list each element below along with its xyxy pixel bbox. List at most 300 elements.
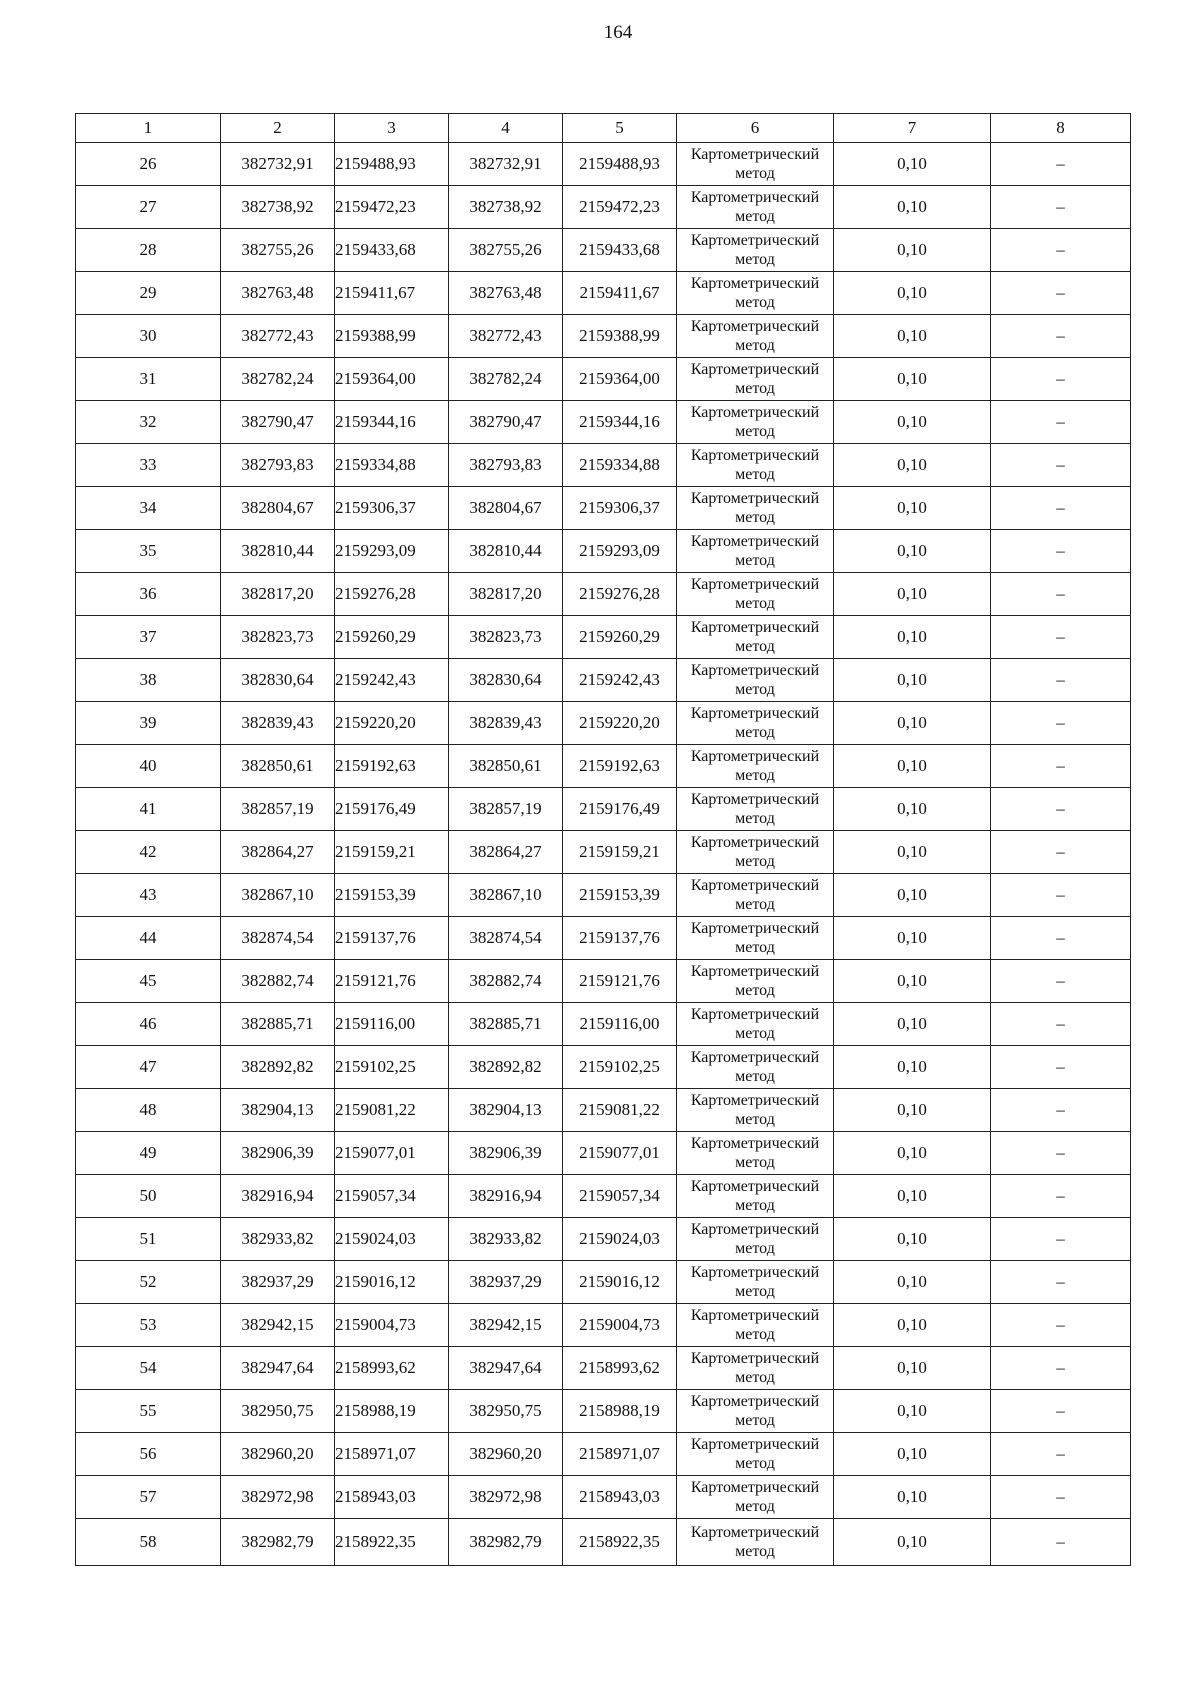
- note-cell: –: [991, 444, 1131, 487]
- accuracy-cell: 0,10: [834, 874, 991, 917]
- y-coordinate-2-cell: 2159334,88: [563, 444, 677, 487]
- note-cell: –: [991, 917, 1131, 960]
- x-coordinate-2-cell: 382772,43: [449, 315, 563, 358]
- method-line-2: метод: [735, 1111, 775, 1128]
- y-coordinate-2-cell: 2159116,00: [563, 1003, 677, 1046]
- point-number-cell: 32: [76, 401, 221, 444]
- header-cell: 6: [677, 114, 834, 143]
- method-line-1: Картометрический: [690, 318, 820, 335]
- y-coordinate-cell: 2159004,73: [335, 1304, 449, 1347]
- method-line-1: Картометрический: [690, 662, 820, 679]
- method-line-2: метод: [735, 810, 775, 827]
- coordinates-table: [75, 113, 1131, 1566]
- accuracy-cell: 0,10: [834, 1089, 991, 1132]
- y-coordinate-2-cell: 2159242,43: [563, 659, 677, 702]
- accuracy-cell: 0,10: [834, 315, 991, 358]
- point-number-cell: 33: [76, 444, 221, 487]
- table-row: [76, 659, 1131, 702]
- x-coordinate-2-cell: 382904,13: [449, 1089, 563, 1132]
- x-coordinate-2-cell: 382892,82: [449, 1046, 563, 1089]
- x-coordinate-cell: 382790,47: [221, 401, 335, 444]
- accuracy-cell: 0,10: [834, 229, 991, 272]
- table-row: [76, 1046, 1131, 1089]
- x-coordinate-cell: 382972,98: [221, 1476, 335, 1519]
- x-coordinate-cell: 382882,74: [221, 960, 335, 1003]
- point-number-cell: 42: [76, 831, 221, 874]
- table-row: [76, 1433, 1131, 1476]
- x-coordinate-2-cell: 382857,19: [449, 788, 563, 831]
- x-coordinate-cell: 382942,15: [221, 1304, 335, 1347]
- y-coordinate-2-cell: 2159176,49: [563, 788, 677, 831]
- point-number-cell: 55: [76, 1390, 221, 1433]
- note-cell: –: [991, 358, 1131, 401]
- header-cell: 8: [991, 114, 1131, 143]
- point-number-cell: 27: [76, 186, 221, 229]
- x-coordinate-2-cell: 382885,71: [449, 1003, 563, 1046]
- accuracy-cell: 0,10: [834, 487, 991, 530]
- y-coordinate-cell: 2159077,01: [335, 1132, 449, 1175]
- y-coordinate-cell: 2159472,23: [335, 186, 449, 229]
- x-coordinate-cell: 382839,43: [221, 702, 335, 745]
- method-line-2: метод: [735, 1283, 775, 1300]
- method-cell: [677, 659, 834, 702]
- method-line-2: метод: [735, 1369, 775, 1386]
- note-cell: –: [991, 1218, 1131, 1261]
- method-line-1: Картометрический: [690, 1049, 820, 1066]
- header-cell: 4: [449, 114, 563, 143]
- accuracy-cell: 0,10: [834, 960, 991, 1003]
- x-coordinate-cell: 382763,48: [221, 272, 335, 315]
- y-coordinate-2-cell: 2158922,35: [563, 1519, 677, 1566]
- y-coordinate-2-cell: 2159433,68: [563, 229, 677, 272]
- page-number: 164: [603, 22, 633, 43]
- accuracy-cell: 0,10: [834, 186, 991, 229]
- table-row: [76, 1003, 1131, 1046]
- x-coordinate-2-cell: 382850,61: [449, 745, 563, 788]
- method-cell: [677, 788, 834, 831]
- y-coordinate-cell: 2159137,76: [335, 917, 449, 960]
- method-cell: [677, 186, 834, 229]
- x-coordinate-cell: 382933,82: [221, 1218, 335, 1261]
- method-line-1: Картометрический: [690, 1264, 820, 1281]
- method-cell: [677, 1304, 834, 1347]
- method-line-1: Картометрический: [690, 1006, 820, 1023]
- method-line-2: метод: [735, 724, 775, 741]
- method-line-1: Картометрический: [690, 834, 820, 851]
- x-coordinate-cell: 382804,67: [221, 487, 335, 530]
- method-cell: [677, 702, 834, 745]
- table-row: [76, 616, 1131, 659]
- accuracy-cell: 0,10: [834, 745, 991, 788]
- table-row: [76, 272, 1131, 315]
- y-coordinate-2-cell: 2158993,62: [563, 1347, 677, 1390]
- point-number-cell: 31: [76, 358, 221, 401]
- method-line-2: метод: [735, 939, 775, 956]
- method-line-1: Картометрический: [690, 1436, 820, 1453]
- table-row: [76, 186, 1131, 229]
- method-cell: [677, 960, 834, 1003]
- point-number-cell: 38: [76, 659, 221, 702]
- y-coordinate-2-cell: 2159220,20: [563, 702, 677, 745]
- x-coordinate-cell: 382982,79: [221, 1519, 335, 1566]
- table-row: [76, 229, 1131, 272]
- x-coordinate-cell: 382950,75: [221, 1390, 335, 1433]
- table-row: [76, 745, 1131, 788]
- x-coordinate-cell: 382817,20: [221, 573, 335, 616]
- x-coordinate-2-cell: 382916,94: [449, 1175, 563, 1218]
- y-coordinate-cell: 2159411,67: [335, 272, 449, 315]
- accuracy-cell: 0,10: [834, 573, 991, 616]
- x-coordinate-cell: 382904,13: [221, 1089, 335, 1132]
- note-cell: –: [991, 272, 1131, 315]
- method-cell: [677, 1218, 834, 1261]
- method-line-1: Картометрический: [690, 404, 820, 421]
- note-cell: –: [991, 1390, 1131, 1433]
- header-cell: 3: [335, 114, 449, 143]
- table-row: [76, 1261, 1131, 1304]
- table-row: [76, 444, 1131, 487]
- method-line-1: Картометрический: [690, 1178, 820, 1195]
- method-cell: [677, 530, 834, 573]
- note-cell: –: [991, 1433, 1131, 1476]
- y-coordinate-2-cell: 2159153,39: [563, 874, 677, 917]
- note-cell: –: [991, 1175, 1131, 1218]
- table-row: [76, 1476, 1131, 1519]
- method-line-2: метод: [735, 165, 775, 182]
- table-row: [76, 1218, 1131, 1261]
- point-number-cell: 56: [76, 1433, 221, 1476]
- method-cell: [677, 272, 834, 315]
- y-coordinate-cell: 2159260,29: [335, 616, 449, 659]
- y-coordinate-2-cell: 2159488,93: [563, 143, 677, 186]
- method-line-2: метод: [735, 767, 775, 784]
- method-line-2: метод: [735, 1068, 775, 1085]
- x-coordinate-cell: 382830,64: [221, 659, 335, 702]
- method-line-1: Картометрический: [690, 1221, 820, 1238]
- accuracy-cell: 0,10: [834, 1132, 991, 1175]
- y-coordinate-2-cell: 2159057,34: [563, 1175, 677, 1218]
- method-cell: [677, 444, 834, 487]
- method-line-1: Картометрический: [690, 1092, 820, 1109]
- method-line-1: Картометрический: [690, 920, 820, 937]
- accuracy-cell: 0,10: [834, 1390, 991, 1433]
- method-line-1: Картометрический: [690, 619, 820, 636]
- point-number-cell: 35: [76, 530, 221, 573]
- table-body: [76, 143, 1131, 1566]
- note-cell: –: [991, 1132, 1131, 1175]
- x-coordinate-2-cell: 382823,73: [449, 616, 563, 659]
- method-cell: [677, 874, 834, 917]
- y-coordinate-cell: 2159344,16: [335, 401, 449, 444]
- note-cell: –: [991, 1089, 1131, 1132]
- method-line-1: Картометрический: [690, 490, 820, 507]
- x-coordinate-cell: 382850,61: [221, 745, 335, 788]
- table-row: [76, 530, 1131, 573]
- table-row: [76, 487, 1131, 530]
- y-coordinate-cell: 2159081,22: [335, 1089, 449, 1132]
- x-coordinate-cell: 382732,91: [221, 143, 335, 186]
- table-row: [76, 1304, 1131, 1347]
- table-row: [76, 401, 1131, 444]
- method-line-1: Картометрический: [690, 963, 820, 980]
- point-number-cell: 52: [76, 1261, 221, 1304]
- y-coordinate-cell: 2158993,62: [335, 1347, 449, 1390]
- method-line-1: Картометрический: [690, 791, 820, 808]
- x-coordinate-2-cell: 382793,83: [449, 444, 563, 487]
- method-line-2: метод: [735, 681, 775, 698]
- method-line-2: метод: [735, 982, 775, 999]
- y-coordinate-cell: 2159016,12: [335, 1261, 449, 1304]
- x-coordinate-cell: 382782,24: [221, 358, 335, 401]
- method-line-1: Картометрический: [690, 877, 820, 894]
- method-cell: [677, 616, 834, 659]
- x-coordinate-2-cell: 382804,67: [449, 487, 563, 530]
- accuracy-cell: 0,10: [834, 702, 991, 745]
- accuracy-cell: 0,10: [834, 917, 991, 960]
- accuracy-cell: 0,10: [834, 616, 991, 659]
- x-coordinate-2-cell: 382790,47: [449, 401, 563, 444]
- point-number-cell: 45: [76, 960, 221, 1003]
- table-row: [76, 1390, 1131, 1433]
- y-coordinate-2-cell: 2159411,67: [563, 272, 677, 315]
- note-cell: –: [991, 1304, 1131, 1347]
- accuracy-cell: 0,10: [834, 358, 991, 401]
- point-number-cell: 41: [76, 788, 221, 831]
- accuracy-cell: 0,10: [834, 1003, 991, 1046]
- method-cell: [677, 401, 834, 444]
- y-coordinate-2-cell: 2159121,76: [563, 960, 677, 1003]
- x-coordinate-2-cell: 382982,79: [449, 1519, 563, 1566]
- y-coordinate-cell: 2159488,93: [335, 143, 449, 186]
- method-cell: [677, 143, 834, 186]
- x-coordinate-cell: 382937,29: [221, 1261, 335, 1304]
- point-number-cell: 46: [76, 1003, 221, 1046]
- y-coordinate-cell: 2158971,07: [335, 1433, 449, 1476]
- method-cell: [677, 229, 834, 272]
- table-row: [76, 315, 1131, 358]
- method-cell: [677, 315, 834, 358]
- note-cell: –: [991, 1476, 1131, 1519]
- accuracy-cell: 0,10: [834, 1261, 991, 1304]
- x-coordinate-2-cell: 382810,44: [449, 530, 563, 573]
- accuracy-cell: 0,10: [834, 831, 991, 874]
- x-coordinate-cell: 382960,20: [221, 1433, 335, 1476]
- method-cell: [677, 487, 834, 530]
- y-coordinate-cell: 2159102,25: [335, 1046, 449, 1089]
- method-cell: [677, 1175, 834, 1218]
- y-coordinate-2-cell: 2159260,29: [563, 616, 677, 659]
- x-coordinate-2-cell: 382738,92: [449, 186, 563, 229]
- table-row: [76, 1132, 1131, 1175]
- method-line-2: метод: [735, 1154, 775, 1171]
- method-cell: [677, 1347, 834, 1390]
- x-coordinate-2-cell: 382906,39: [449, 1132, 563, 1175]
- y-coordinate-2-cell: 2159472,23: [563, 186, 677, 229]
- x-coordinate-cell: 382874,54: [221, 917, 335, 960]
- note-cell: –: [991, 745, 1131, 788]
- table-row: [76, 702, 1131, 745]
- method-line-2: метод: [735, 466, 775, 483]
- note-cell: –: [991, 1519, 1131, 1566]
- x-coordinate-cell: 382857,19: [221, 788, 335, 831]
- accuracy-cell: 0,10: [834, 444, 991, 487]
- y-coordinate-cell: 2159293,09: [335, 530, 449, 573]
- y-coordinate-2-cell: 2159016,12: [563, 1261, 677, 1304]
- x-coordinate-2-cell: 382839,43: [449, 702, 563, 745]
- note-cell: –: [991, 702, 1131, 745]
- table-row: [76, 1347, 1131, 1390]
- note-cell: –: [991, 659, 1131, 702]
- method-line-1: Картометрический: [690, 361, 820, 378]
- point-number-cell: 57: [76, 1476, 221, 1519]
- method-line-1: Картометрический: [690, 275, 820, 292]
- method-line-1: Картометрический: [690, 1350, 820, 1367]
- method-cell: [677, 358, 834, 401]
- y-coordinate-cell: 2159276,28: [335, 573, 449, 616]
- x-coordinate-cell: 382810,44: [221, 530, 335, 573]
- method-cell: [677, 1519, 834, 1566]
- x-coordinate-2-cell: 382732,91: [449, 143, 563, 186]
- table-row: [76, 1089, 1131, 1132]
- x-coordinate-cell: 382823,73: [221, 616, 335, 659]
- y-coordinate-cell: 2159057,34: [335, 1175, 449, 1218]
- y-coordinate-cell: 2159242,43: [335, 659, 449, 702]
- x-coordinate-2-cell: 382763,48: [449, 272, 563, 315]
- note-cell: –: [991, 229, 1131, 272]
- y-coordinate-cell: 2159192,63: [335, 745, 449, 788]
- method-cell: [677, 745, 834, 788]
- x-coordinate-2-cell: 382933,82: [449, 1218, 563, 1261]
- y-coordinate-2-cell: 2158988,19: [563, 1390, 677, 1433]
- x-coordinate-2-cell: 382972,98: [449, 1476, 563, 1519]
- y-coordinate-2-cell: 2158943,03: [563, 1476, 677, 1519]
- method-line-1: Картометрический: [690, 705, 820, 722]
- note-cell: –: [991, 143, 1131, 186]
- method-line-1: Картометрический: [690, 748, 820, 765]
- method-line-2: метод: [735, 1455, 775, 1472]
- note-cell: –: [991, 1046, 1131, 1089]
- method-cell: [677, 1390, 834, 1433]
- x-coordinate-2-cell: 382937,29: [449, 1261, 563, 1304]
- note-cell: –: [991, 788, 1131, 831]
- method-cell: [677, 1476, 834, 1519]
- x-coordinate-2-cell: 382882,74: [449, 960, 563, 1003]
- note-cell: –: [991, 315, 1131, 358]
- x-coordinate-2-cell: 382867,10: [449, 874, 563, 917]
- method-cell: [677, 1132, 834, 1175]
- x-coordinate-cell: 382885,71: [221, 1003, 335, 1046]
- point-number-cell: 40: [76, 745, 221, 788]
- method-line-1: Картометрический: [690, 1307, 820, 1324]
- header-cell: 5: [563, 114, 677, 143]
- method-line-2: метод: [735, 1197, 775, 1214]
- method-line-1: Картометрический: [690, 1479, 820, 1496]
- point-number-cell: 37: [76, 616, 221, 659]
- x-coordinate-2-cell: 382947,64: [449, 1347, 563, 1390]
- method-line-1: Картометрический: [690, 576, 820, 593]
- x-coordinate-cell: 382916,94: [221, 1175, 335, 1218]
- x-coordinate-cell: 382864,27: [221, 831, 335, 874]
- accuracy-cell: 0,10: [834, 1175, 991, 1218]
- x-coordinate-2-cell: 382830,64: [449, 659, 563, 702]
- note-cell: –: [991, 487, 1131, 530]
- y-coordinate-2-cell: 2159192,63: [563, 745, 677, 788]
- y-coordinate-2-cell: 2159077,01: [563, 1132, 677, 1175]
- point-number-cell: 50: [76, 1175, 221, 1218]
- y-coordinate-cell: 2158988,19: [335, 1390, 449, 1433]
- y-coordinate-cell: 2159176,49: [335, 788, 449, 831]
- method-line-1: Картометрический: [690, 1393, 820, 1410]
- y-coordinate-cell: 2159116,00: [335, 1003, 449, 1046]
- note-cell: –: [991, 874, 1131, 917]
- accuracy-cell: 0,10: [834, 1347, 991, 1390]
- note-cell: –: [991, 831, 1131, 874]
- method-line-2: метод: [735, 1412, 775, 1429]
- table-row: [76, 874, 1131, 917]
- point-number-cell: 47: [76, 1046, 221, 1089]
- point-number-cell: 51: [76, 1218, 221, 1261]
- y-coordinate-2-cell: 2159344,16: [563, 401, 677, 444]
- y-coordinate-cell: 2159334,88: [335, 444, 449, 487]
- point-number-cell: 48: [76, 1089, 221, 1132]
- y-coordinate-2-cell: 2159276,28: [563, 573, 677, 616]
- accuracy-cell: 0,10: [834, 659, 991, 702]
- table-row: [76, 831, 1131, 874]
- x-coordinate-2-cell: 382864,27: [449, 831, 563, 874]
- note-cell: –: [991, 960, 1131, 1003]
- x-coordinate-2-cell: 382942,15: [449, 1304, 563, 1347]
- y-coordinate-cell: 2159433,68: [335, 229, 449, 272]
- point-number-cell: 53: [76, 1304, 221, 1347]
- method-cell: [677, 917, 834, 960]
- point-number-cell: 28: [76, 229, 221, 272]
- method-line-1: Картометрический: [690, 1524, 820, 1541]
- x-coordinate-cell: 382738,92: [221, 186, 335, 229]
- method-cell: [677, 573, 834, 616]
- accuracy-cell: 0,10: [834, 1476, 991, 1519]
- accuracy-cell: 0,10: [834, 788, 991, 831]
- method-line-1: Картометрический: [690, 232, 820, 249]
- note-cell: –: [991, 1347, 1131, 1390]
- method-line-2: метод: [735, 853, 775, 870]
- y-coordinate-2-cell: 2159388,99: [563, 315, 677, 358]
- note-cell: –: [991, 616, 1131, 659]
- method-cell: [677, 1003, 834, 1046]
- point-number-cell: 44: [76, 917, 221, 960]
- method-line-1: Картометрический: [690, 447, 820, 464]
- y-coordinate-cell: 2159220,20: [335, 702, 449, 745]
- method-line-1: Картометрический: [690, 146, 820, 163]
- method-line-2: метод: [735, 337, 775, 354]
- accuracy-cell: 0,10: [834, 272, 991, 315]
- y-coordinate-cell: 2159121,76: [335, 960, 449, 1003]
- y-coordinate-cell: 2159388,99: [335, 315, 449, 358]
- method-line-2: метод: [735, 423, 775, 440]
- table-row: [76, 917, 1131, 960]
- method-line-2: метод: [735, 509, 775, 526]
- x-coordinate-2-cell: 382782,24: [449, 358, 563, 401]
- x-coordinate-cell: 382867,10: [221, 874, 335, 917]
- point-number-cell: 54: [76, 1347, 221, 1390]
- note-cell: –: [991, 1003, 1131, 1046]
- table-row: [76, 1175, 1131, 1218]
- method-line-2: метод: [735, 1498, 775, 1515]
- x-coordinate-2-cell: 382960,20: [449, 1433, 563, 1476]
- note-cell: –: [991, 530, 1131, 573]
- y-coordinate-cell: 2159306,37: [335, 487, 449, 530]
- accuracy-cell: 0,10: [834, 401, 991, 444]
- method-line-2: метод: [735, 1025, 775, 1042]
